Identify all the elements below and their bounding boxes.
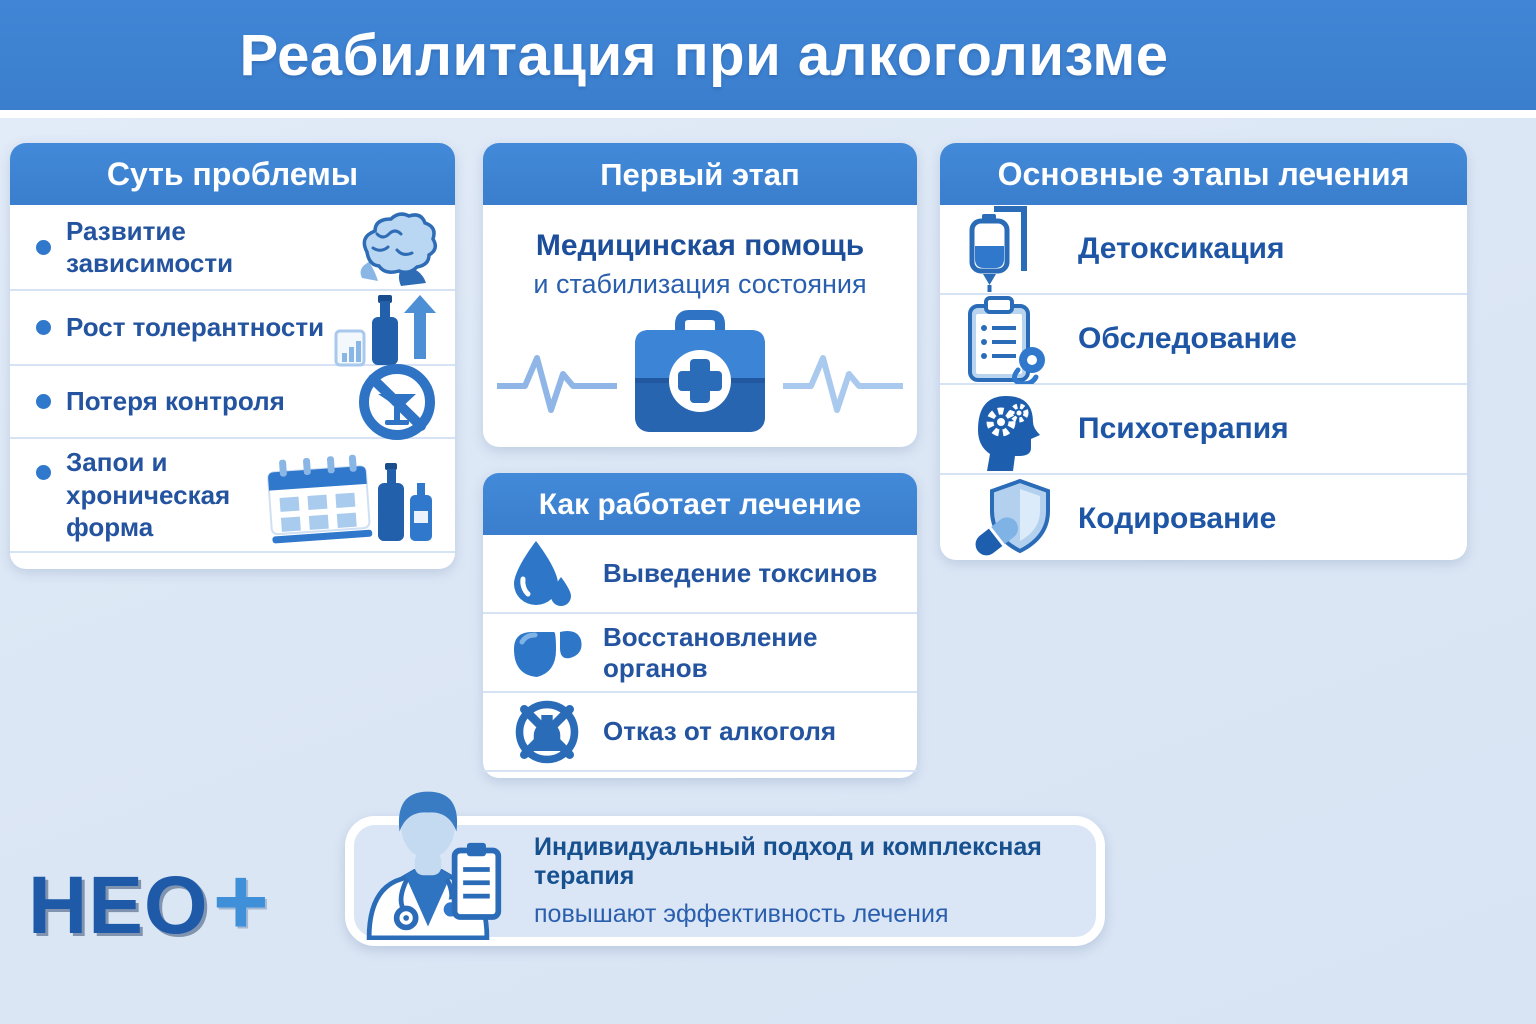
card-first-stage-header: Первый этап	[483, 143, 917, 205]
first-stage-art	[483, 300, 917, 450]
iv-drip-icon	[966, 204, 1054, 294]
ekg-line-icon	[783, 340, 903, 420]
no-bottle-icon	[511, 694, 583, 770]
first-aid-kit-icon	[620, 308, 780, 446]
card-how-treatment	[483, 473, 917, 778]
stage-item-label: Психотерапия	[1078, 412, 1289, 445]
card-stages-header: Основные этапы лечения	[940, 143, 1467, 205]
problem-item-dependency	[10, 205, 455, 291]
treatment-item-refusal	[483, 693, 917, 772]
doctor-illustration	[352, 780, 504, 940]
treatment-item-label: Выведение токсинов	[603, 558, 878, 588]
stage-item-coding	[940, 475, 1467, 563]
card-problem	[10, 143, 455, 569]
card-problem-header: Суть проблемы	[10, 143, 455, 205]
problem-item-label: Развитие зависимости	[66, 215, 234, 278]
tolerance-growth-icon	[331, 287, 443, 369]
card-first-stage	[483, 143, 917, 447]
first-stage-line2: и стабилизация состояния	[533, 269, 867, 299]
problem-item-label: Рост толерантности	[66, 312, 325, 343]
problem-item-label: Запои и хроническая форма	[66, 447, 231, 543]
brain-icon	[343, 208, 443, 286]
logo-text: НЕО	[28, 860, 209, 951]
stage-item-label: Кодирование	[1078, 502, 1277, 535]
problem-item-tolerance	[10, 291, 455, 366]
shield-pill-icon	[966, 477, 1054, 561]
treatment-item-toxins	[483, 535, 917, 614]
bullet-dot	[36, 240, 51, 255]
treatment-item-organs	[483, 614, 917, 693]
medical-checklist-icon	[966, 294, 1054, 384]
bullet-dot	[36, 394, 51, 409]
page-title: Реабилитация при алкоголизме	[239, 23, 1169, 88]
problem-item-label: Потеря контроля	[66, 386, 285, 417]
card-stages	[940, 143, 1467, 560]
treatment-item-label: Отказ от алкоголя	[603, 716, 837, 746]
liver-icon	[511, 626, 583, 680]
brand-logo	[28, 848, 269, 955]
banner-bold-text: Индивидуальный подход и комплексная терапия	[534, 833, 1042, 890]
ekg-line-icon	[497, 340, 617, 420]
head-gears-icon	[966, 384, 1054, 474]
stage-item-psychotherapy	[940, 385, 1467, 475]
stage-item-examination	[940, 295, 1467, 385]
bullet-dot	[36, 320, 51, 335]
calendar-bottles-icon	[261, 443, 443, 547]
no-alcohol-sign-icon	[351, 360, 443, 444]
logo-plus-icon: +	[212, 848, 269, 955]
bullet-dot	[36, 465, 51, 480]
problem-item-control-loss	[10, 366, 455, 439]
banner-regular-text: повышают эффективность лечения	[534, 900, 949, 928]
card-how-treatment-header: Как работает лечение	[483, 473, 917, 535]
stage-item-label: Обследование	[1078, 322, 1297, 355]
treatment-item-label: Восстановление органов	[603, 621, 818, 683]
droplet-icon	[511, 539, 583, 609]
first-stage-line1: Медицинская помощь	[535, 229, 865, 262]
problem-item-binges	[10, 439, 455, 553]
stage-item-detox	[940, 205, 1467, 295]
header-band	[0, 0, 1536, 110]
header-divider	[0, 110, 1536, 118]
stage-item-label: Детоксикация	[1078, 232, 1285, 265]
